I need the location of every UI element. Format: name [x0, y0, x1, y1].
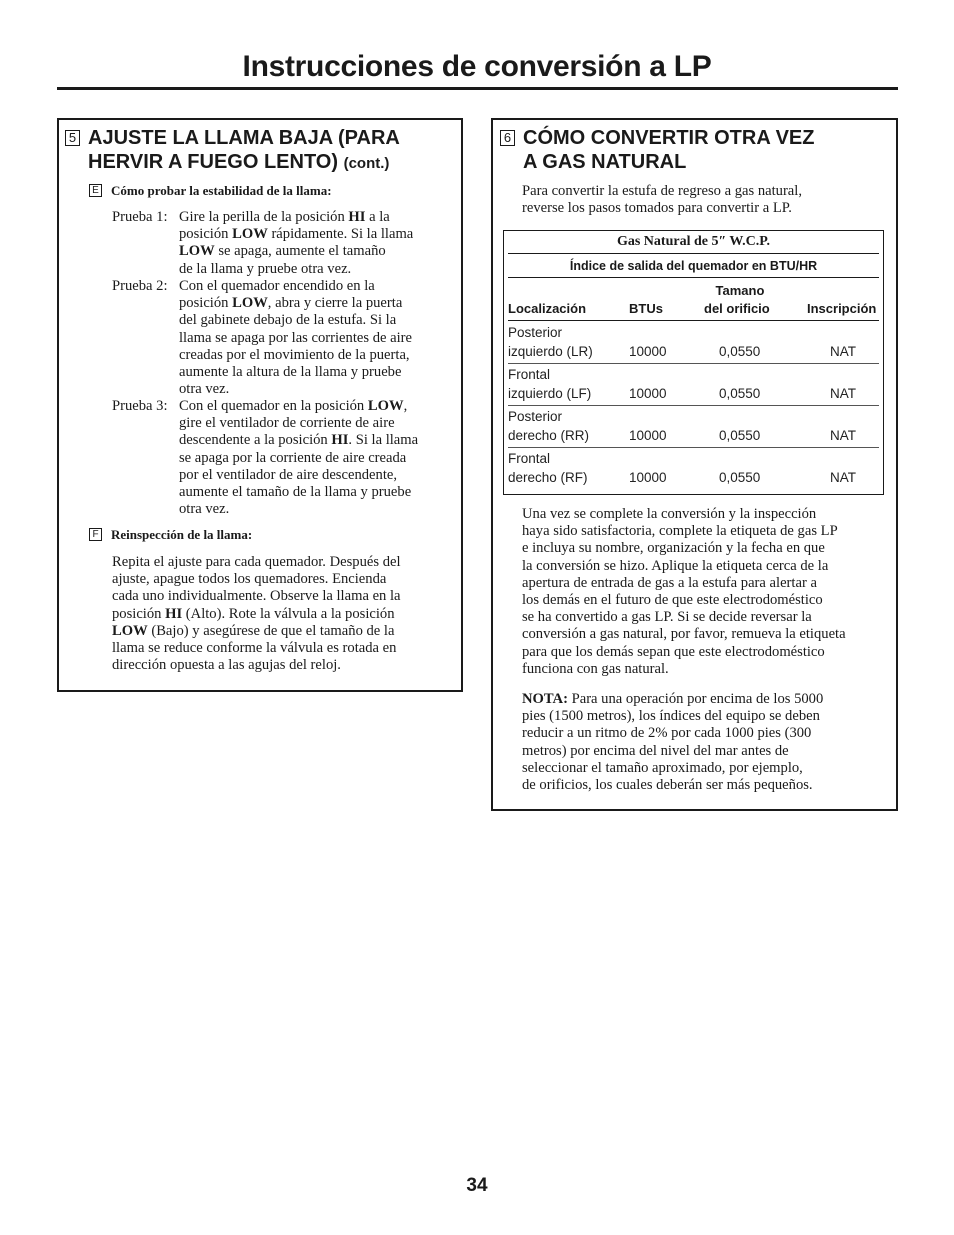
- table-subcaption: Índice de salida del quemador en BTU/HR: [569, 259, 818, 273]
- bold-keyword: LOW: [232, 295, 268, 312]
- section-6-heading-line1: CÓMO CONVERTIR OTRA VEZ: [523, 127, 815, 149]
- text-run: Con el quemador en la posición: [179, 398, 368, 414]
- bold-keyword: LOW: [367, 398, 404, 414]
- text-run: Gire la perilla de la posición: [179, 209, 349, 225]
- cell-btus: 10000: [629, 344, 667, 359]
- cell-location-line1: Frontal: [508, 451, 551, 466]
- section-6-number: 6: [500, 130, 515, 146]
- subsection-f-title: Reinspección de la llama:: [111, 527, 253, 542]
- table-header-rule: [508, 320, 879, 321]
- cell-location-line2: izquierdo (LR): [508, 344, 593, 359]
- text-run: Repita el ajuste para cada quemador. Después del ajuste, apague todos los quemadores. Encienda cada uno individualmente. Observe la llama en la posición: [112, 554, 401, 622]
- page-number: 34: [466, 1175, 488, 1196]
- burner-output-table: [503, 230, 884, 495]
- prueba-1-label: Prueba 1:: [112, 209, 168, 225]
- cell-location-line1: Posterior: [508, 409, 563, 424]
- cell-btus: 10000: [629, 428, 667, 443]
- table-caption: Gas Natural de 5″ W.C.P.: [616, 234, 771, 249]
- section-6-heading-line2: A GAS NATURAL: [523, 151, 687, 173]
- subsection-f-text: [112, 554, 401, 674]
- cell-btus: 10000: [629, 470, 667, 485]
- cell-inscription: NAT: [830, 428, 856, 443]
- note-text: Para una operación por encima de los 5000 pies (1500 metros), los índices del equipo se deben reducir a un ritmo de 2% por cada 1000 pies (300 metros) por encima del nivel del mar antes de seleccionar el tamaño aproximado, por ejemplo, de orificios, los cuales deberán ser más pequeños.: [522, 691, 824, 794]
- cell-orifice: 0,0550: [719, 470, 761, 485]
- prueba-2-text: [179, 278, 412, 398]
- table-subcaption-rule: [508, 277, 879, 278]
- subsection-e-letter: E: [89, 184, 102, 197]
- prueba-1-text: [179, 209, 413, 278]
- section-5-heading-line2: [88, 150, 389, 176]
- section-6-note: [522, 691, 823, 794]
- section-6-after-table: Una vez se complete la conversión y la inspección haya sido satisfactoria, complete la etiqueta de gas LP e incluya su nombre, organización y la fecha en que la conversión se hizo. Aplique la etiqueta cerca de la apertura de entrada de gas a la estufa para alertar a los demás en el futuro de que este electrodoméstico se ha convertido a gas LP. Si se decide reversar la conversión a gas natural, por favor, remueva la etiqueta para que los demás sepan que este electrodoméstico funciona con gas natural.: [522, 506, 846, 677]
- cell-location-line2: izquierdo (LF): [508, 386, 592, 401]
- prueba-3-label: Prueba 3:: [112, 398, 168, 414]
- bold-keyword: HI: [331, 432, 349, 449]
- cell-orifice: 0,0550: [719, 386, 761, 401]
- cell-inscription: NAT: [830, 470, 856, 485]
- table-caption-rule: [508, 253, 879, 254]
- header-btus: BTUs: [629, 301, 663, 316]
- text-run: a la posición: [179, 209, 390, 243]
- subsection-f-letter: F: [89, 528, 102, 541]
- cell-location-line2: derecho (RF): [508, 470, 588, 485]
- prueba-3-text: [179, 398, 418, 518]
- text-run: Con el quemador encendido en la posición: [179, 278, 375, 312]
- section-5-heading-text: HERVIR A FUEGO LENTO): [88, 151, 339, 173]
- cell-location-line2: derecho (RR): [508, 428, 590, 443]
- cell-orifice: 0,0550: [719, 428, 761, 443]
- text-run: (Bajo) y asegúrese de que el tamaño de la llama se reduce conforme la válvula es rotada en dirección opuesta a las agujas del reloj.: [112, 622, 397, 674]
- cell-inscription: NAT: [830, 344, 856, 359]
- bold-keyword: LOW: [232, 226, 268, 243]
- section-5-number: 5: [65, 130, 80, 146]
- section-5-heading-line1: AJUSTE LA LLAMA BAJA (PARA: [88, 127, 400, 149]
- prueba-2-label: Prueba 2:: [112, 278, 168, 294]
- header-inscription: Inscripción: [807, 301, 877, 316]
- cell-location-line1: Frontal: [508, 367, 551, 382]
- table-row-rule: [508, 405, 879, 406]
- bold-keyword: HI: [348, 209, 366, 225]
- table-row-rule: [508, 363, 879, 364]
- section-6-intro: Para convertir la estufa de regreso a gas natural, reverse los pasos tomados para convertir a LP.: [522, 183, 802, 217]
- table-row-rule: [508, 447, 879, 448]
- text-run: , gire el ventilador de corriente de aire descendente a la posición: [179, 398, 408, 449]
- header-orifice-line1: Tamano: [715, 283, 765, 298]
- text-run: , abra y cierre la puerta del gabinete debajo de la estufa. Si la llama se apaga por las corrientes de aire creadas por el movimiento de la puerta, aumente la altura de la llama y pruebe otra vez.: [179, 295, 412, 398]
- text-run: rápidamente. Si la llama: [271, 226, 414, 243]
- cell-orifice: 0,0550: [719, 344, 761, 359]
- text-run: . Si la llama se apaga por la corriente de aire creada por el ventilador de aire descendente, aumente el tamaño de la llama y pruebe otra vez.: [179, 432, 419, 518]
- section-5-cont-label: (cont.): [343, 155, 390, 172]
- cell-location-line1: Posterior: [508, 325, 563, 340]
- cell-inscription: NAT: [830, 386, 856, 401]
- subsection-e-title: Cómo probar la estabilidad de la llama:: [111, 183, 332, 198]
- note-label: NOTA:: [522, 691, 568, 707]
- header-location: Localización: [508, 301, 587, 316]
- cell-btus: 10000: [629, 386, 667, 401]
- page-title: Instrucciones de conversión a LP: [242, 50, 712, 83]
- bold-keyword: LOW: [112, 622, 148, 639]
- bold-keyword: LOW: [179, 243, 215, 260]
- bold-keyword: HI: [165, 605, 183, 622]
- text-run: (Alto). Rote la válvula a la posición: [185, 605, 395, 622]
- text-run: se apaga, aumente el tamaño de la llama y pruebe otra vez.: [179, 243, 386, 277]
- title-rule: [57, 87, 898, 90]
- header-orifice-line2: del orificio: [704, 301, 770, 316]
